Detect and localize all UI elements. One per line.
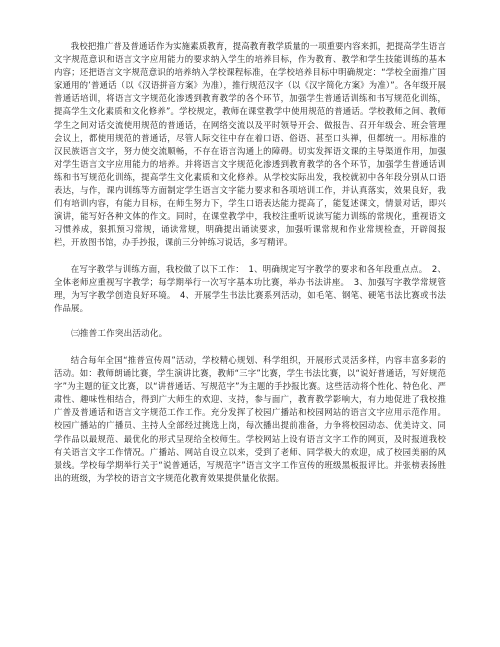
section-heading: ㈢推普工作突出活动化。: [71, 328, 168, 339]
body-paragraph-2: 在写字教学与训练方面，我校做了以下工作： 1、明确规定写字教学的要求和各年段重点点。 2、全体老师应重视写字教学；每学期举行一次写字基本功比赛，举办书法讲座。 3、加强写字教学常规管理，为写字教学创造良好环境。 4、开展学生书法比赛系列活动，如毛笔、钢笔、硬笔书法比赛或书法作品展。: [54, 263, 446, 313]
body-paragraph-1: 我校把推广普及普通话作为实施素质教育，提高教育教学质量的一项重要内容来抓，把提高学生语言文字规范意识和语言文字应用能力的要求纳入学生的培养目标，作为教育、教学和学生技能训练的基本内容；还把语言文字规范意识的培养纳入学校课程标准，在学校培养目标中明确规定：“学校全面推广国家通用的’普通话（以《汉语拼音方案》为准），推行规范汉字（以《汉字简化方案》为准）”。各年级开展普通话培训，将语言文字规范化渗透到教育教学的各个环节，加强学生普通话训练和书写规范化训练，提高学生文化素质和文化修养”。学校规定，教师在课堂教学中使用规范的普通话。学校教师之间、教师学生之间对话交流使用规范的普通话，在网络交流以及平时领导开会、做报告、召开年级会、班会管理会议上，都使用规范的普通话，尽管人际交往中存在着口语、俗语、甚至口头禅，但都统一。用标准的汉民族语言文字，努力使交流顺畅，不存在语言沟通上的障碍。切实发挥语文课的主导渠道作用，加强对学生语言文字应用能力的培养。并将语言文字规范化渗透到教育教学的各个环节，加强学生普通话训练和书写规范化训练，提高学生文化素质和文化修养。从学校实际出发，我校就初中各年段分别从口语表达，与作，课内训练等方面制定学生语言文字能力要求和各项培训工作，并认真落实，效果良好，我们有培训内容，有能力目标，在师生努力下，学生口语表达能力提高了，能复述课文，情景对话，即兴演讲，能写好各种文体的作文。同时，在课堂教学中，我校注重听说读写能力训练的常规化，重视语文习惯养成，狠抓预习常规，诵读常规，明确提出诵读要求，加强听课常规和作业常规检查，开辟阅报栏，开放图书馆，办手抄报，课前三分钟练习说话，多写精评。: [54, 41, 446, 248]
body-paragraph-3: 结合每年全国“推普宣传周”活动，学校精心规划、科学组织，开展形式灵活多样，内容丰富多彩的活动。如：教师朗诵比赛，学生演讲比赛，教师“三字”比赛，学生书法比赛，以“说好普通话，写好规范字”为主题的征文比赛，以“讲普通话、写规范字”为主题的手抄报比赛。这些活动将个性化、特色化、严肃性、趣味性相结合，得到广大师生的欢迎、支持，参与面广，教育教学影响大，有力地促进了我校推广普及普通话和语言文字规范工作工作。充分发挥了校园广播站和校园网站的语言文字应用示范作用。校园广播站的广播员、主持人全部经过挑选上岗，每次播出提前准备，力争将校园动态、优美诗文、同学作品以最规范、最优化的形式呈现给全校师生。学校网站上设有语言文字工作的网页，及时报道我校有关语言文字工作情况。广播站、网站自设立以来，受到了老师、同学极大的欢迎，成了校园美丽的风景线。学校每学期举行关于“说普通话，写规范字”语言文字工作宣传的班级黑板报评比。并张榜表扬胜出的班级，为学校的语言文字规范化教育效果提供量化依据。: [54, 354, 446, 483]
